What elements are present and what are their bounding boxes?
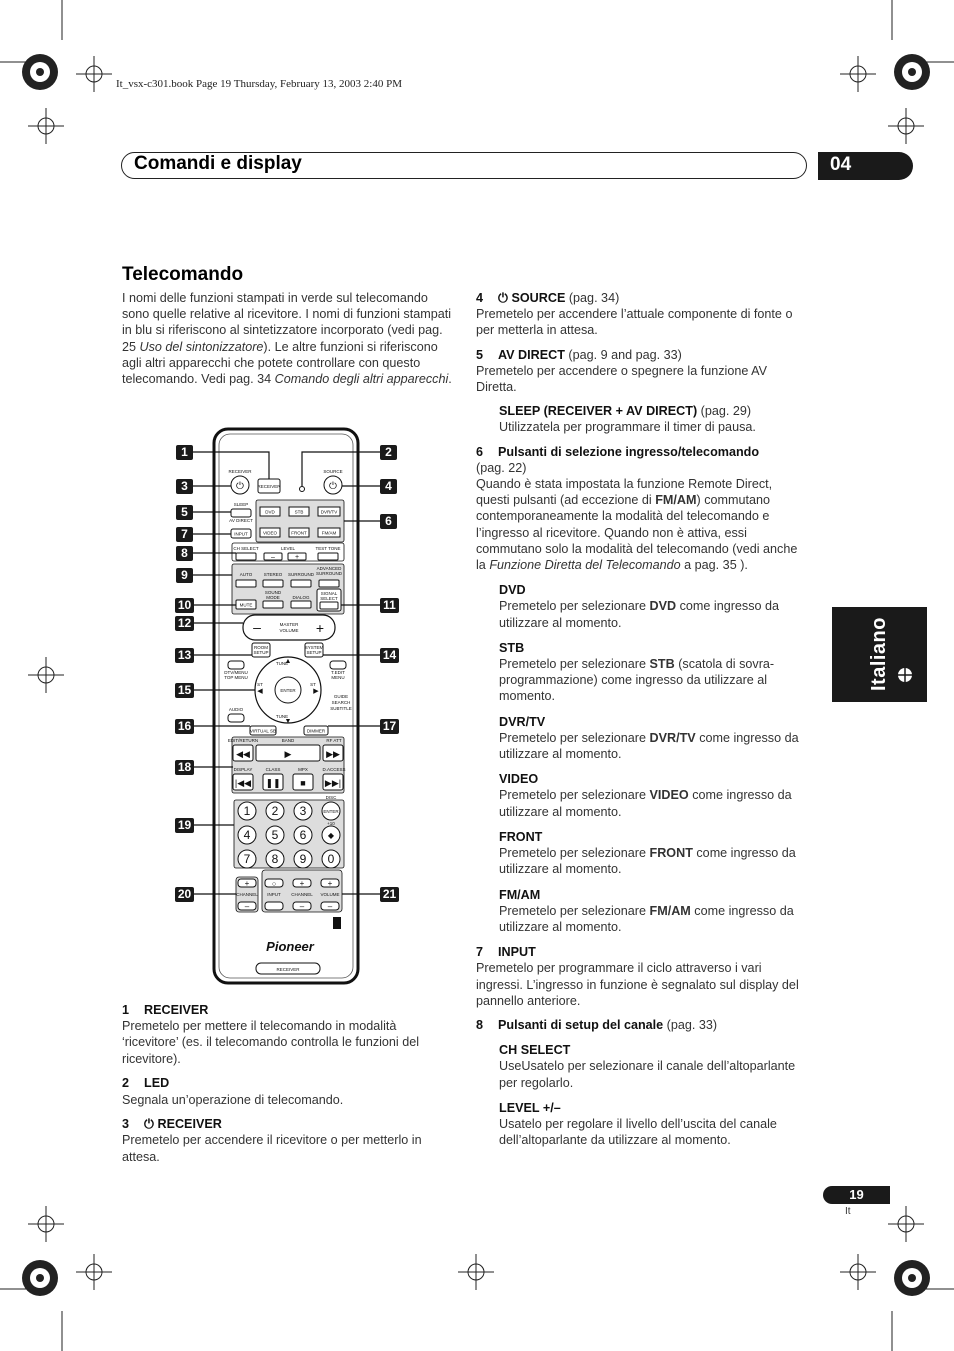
intro-text-b: ). Le altre funzioni si riferiscono agli altri apparecchi che potete controllare con questo telecomando. Vedi pag. 34 bbox=[122, 339, 438, 387]
svg-text:+: + bbox=[294, 554, 300, 561]
svg-text:–: – bbox=[253, 619, 261, 635]
item-2-desc: Segnala un’operazione di telecomando. bbox=[122, 1093, 344, 1108]
callout-13: 13 bbox=[175, 648, 194, 663]
intro-text-a: I nomi delle funzioni stampati in verde sul telecomando sono quelle relative al ricevitore. I nomi di funzioni stampati in blu si riferiscono al sintetizzatore incorporato (vedi pag. 25 bbox=[122, 291, 451, 354]
input-label: INPUT bbox=[234, 531, 248, 537]
item-5-ref: (pag. 9 and pag. 33) bbox=[564, 347, 682, 362]
sub-fmam-title: FM/AM bbox=[499, 887, 541, 902]
svg-text:–: – bbox=[271, 554, 275, 561]
ch-select-label: CH SELECT bbox=[233, 546, 259, 551]
sub-dvrtv-title: DVR/TV bbox=[499, 714, 546, 729]
room-setup-label: SETUP bbox=[253, 650, 269, 655]
svg-text:+: + bbox=[244, 879, 250, 888]
callout-8: 8 bbox=[176, 546, 193, 561]
item-2-title: LED bbox=[144, 1075, 170, 1090]
dvd-btn-label: DVD bbox=[265, 509, 275, 515]
sub-dvd-desc bbox=[499, 598, 808, 630]
item-7-heading bbox=[476, 944, 808, 960]
auto-label: AUTO bbox=[239, 572, 253, 577]
sub-stb bbox=[476, 640, 808, 705]
level-desc: Usatelo per regolare il livello dell’uscita del canale dell’altoparlante da utilizzare al momento. bbox=[499, 1116, 777, 1148]
sub-video-pre: Premetelo per selezionare bbox=[499, 788, 650, 803]
power-icon: ⏻ bbox=[144, 1117, 158, 1132]
svg-text:▶▶|: ▶▶| bbox=[324, 778, 342, 788]
guide-label: GUIDE bbox=[333, 694, 349, 699]
display-label: DISPLAY bbox=[233, 767, 253, 772]
sub-video-title: VIDEO bbox=[499, 772, 539, 787]
level-title: LEVEL +/– bbox=[499, 1100, 561, 1115]
st-left-label: ST bbox=[257, 682, 263, 687]
item-6-desc-c: a pag. 35 ). bbox=[680, 558, 748, 573]
sleep-heading bbox=[499, 403, 808, 419]
item-5-title: AV DIRECT bbox=[498, 347, 565, 362]
item-3-number: 3 bbox=[122, 1117, 130, 1132]
item-4-ref: (pag. 34) bbox=[565, 291, 620, 305]
tune-down-label: TUNE bbox=[275, 714, 289, 719]
svg-text:■: ■ bbox=[300, 778, 306, 788]
band-label: BAND bbox=[281, 738, 295, 743]
callout-20: 20 bbox=[175, 887, 194, 902]
edit-return-label: EDIT/RETURN bbox=[227, 738, 259, 743]
sub-video-bold: VIDEO bbox=[649, 788, 689, 803]
receiver-small-label: RECEIVER bbox=[257, 484, 281, 489]
digit-8: 8 bbox=[271, 852, 279, 866]
remote-control-illustration bbox=[175, 425, 405, 990]
pioneer-logo: Pioneer bbox=[266, 939, 314, 954]
svg-text:|◀◀: |◀◀ bbox=[234, 778, 252, 788]
page-title: Comandi e display bbox=[134, 153, 302, 174]
item-8-title: Pulsanti di setup del canale bbox=[498, 1017, 664, 1032]
svg-text:+: + bbox=[327, 879, 333, 888]
item-6-italic-a: Funzione Diretta del Telecomando bbox=[489, 558, 681, 573]
callout-7: 7 bbox=[176, 527, 193, 542]
item-2-number: 2 bbox=[122, 1075, 130, 1090]
callout-12: 12 bbox=[175, 616, 194, 631]
item-5-heading bbox=[476, 347, 808, 363]
svg-text:–: – bbox=[327, 902, 333, 911]
item-8-number: 8 bbox=[476, 1017, 484, 1032]
sleep-ref: (pag. 29) bbox=[697, 404, 752, 419]
digit-4: 4 bbox=[243, 828, 251, 842]
svg-text:+: + bbox=[315, 620, 325, 636]
item-8-ref: (pag. 33) bbox=[663, 1017, 718, 1032]
sleep-label: SLEEP bbox=[233, 502, 249, 507]
item-3-desc: Premetelo per accendere il ricevitore o per metterlo in attesa. bbox=[122, 1133, 422, 1164]
dimmer-label: DIMMER bbox=[306, 728, 326, 734]
top-menu-label: TOP MENU bbox=[224, 675, 248, 680]
ch-select-desc: UseUsatelo per selezionare il canale dell’altoparlante per regolarlo. bbox=[499, 1059, 796, 1090]
sub-dvd-title: DVD bbox=[499, 583, 526, 598]
item-1-heading bbox=[122, 1002, 454, 1018]
channel-tv-label: CHANNEL bbox=[291, 892, 313, 897]
callout-19: 19 bbox=[175, 818, 194, 833]
digit-5: 5 bbox=[271, 828, 279, 842]
callout-9: 9 bbox=[176, 568, 193, 583]
item-7-title: INPUT bbox=[498, 945, 536, 960]
callout-21: 21 bbox=[380, 887, 399, 902]
system-label: SYSTEM bbox=[304, 645, 324, 650]
receiver-label: RECEIVER bbox=[228, 469, 252, 474]
callout-4: 4 bbox=[380, 479, 397, 494]
sub-front-bold: FRONT bbox=[649, 846, 693, 861]
item-1-desc: Premetelo per mettere il telecomando in modalità ‘ricevitore’ (es. il telecomando controlla le funzioni del ricevitore). bbox=[122, 1019, 420, 1066]
svg-text:▲: ▲ bbox=[284, 658, 292, 665]
master-label: MASTER bbox=[279, 622, 299, 627]
front-btn-label: FRONT bbox=[291, 530, 307, 536]
callout-5: 5 bbox=[176, 505, 193, 520]
left-items bbox=[122, 1002, 454, 1165]
mute-label: MUTE bbox=[239, 602, 253, 608]
tv-input-label: INPUT bbox=[267, 892, 281, 897]
digit-7: 7 bbox=[243, 852, 251, 866]
signal-select-label: SELECT bbox=[320, 596, 338, 601]
sub-dvrtv-desc bbox=[499, 730, 808, 762]
svg-text:–: – bbox=[299, 902, 305, 911]
t-edit-menu-label: MENU bbox=[331, 675, 345, 680]
dvrtv-btn-label: DVR/TV bbox=[320, 509, 338, 515]
t-edit-label: T.EDIT bbox=[331, 670, 345, 675]
search-label: SEARCH bbox=[331, 700, 351, 705]
item-1-title: RECEIVER bbox=[144, 1003, 209, 1017]
dtv-menu-label: DTV/MENU bbox=[224, 670, 248, 675]
item-6-desc-a: Quando è stata impostata la funzione Remote Direct, questi pulsanti (ad eccezione di bbox=[476, 477, 773, 508]
dialog-label: DIALOG bbox=[292, 595, 310, 600]
item-6-desc bbox=[476, 476, 808, 573]
svg-text:❚❚: ❚❚ bbox=[265, 778, 281, 788]
sub-stb-title: STB bbox=[499, 640, 525, 655]
sub-dvd bbox=[476, 582, 808, 631]
sub-fmam-desc bbox=[499, 903, 808, 935]
sub-ch-select bbox=[476, 1042, 808, 1091]
page-number: 19 bbox=[823, 1186, 890, 1204]
page-language: It bbox=[845, 1206, 851, 1217]
virtual-sb-label: VIRTUAL SB bbox=[249, 728, 277, 734]
callout-1: 1 bbox=[176, 445, 193, 460]
sub-dvrtv-pre: Premetelo per selezionare bbox=[499, 730, 650, 745]
volume-tv-label: VOLUME bbox=[320, 892, 340, 897]
intro-italic-a: Uso del sintonizzatore bbox=[139, 339, 264, 354]
sub-front-post: come ingresso da utilizzare al momento. bbox=[499, 846, 796, 877]
d-access-label: D.ACCESS bbox=[322, 767, 346, 772]
channel-left-label: CHANNEL bbox=[236, 892, 258, 897]
sub-fmam bbox=[476, 887, 808, 936]
item-8-heading bbox=[476, 1017, 808, 1033]
signal-label: SIGNAL bbox=[320, 591, 338, 596]
sound-mode-label: MODE bbox=[266, 595, 280, 600]
level-label: LEVEL bbox=[280, 546, 296, 551]
system-setup-label: SETUP bbox=[306, 650, 322, 655]
sleep-desc: Utilizzatela per programmare il timer di pausa. bbox=[499, 420, 756, 435]
room-label: ROOM bbox=[254, 645, 268, 650]
sub-fmam-post: come ingresso da utilizzare al momento. bbox=[499, 903, 794, 934]
callout-16: 16 bbox=[175, 719, 194, 734]
svg-text:▼: ▼ bbox=[284, 718, 292, 725]
stereo-label: STEREO bbox=[263, 572, 283, 577]
callout-6: 6 bbox=[380, 514, 397, 529]
svg-text:+: + bbox=[299, 879, 305, 888]
item-5-desc: Premetelo per accendere o spegnere la funzione AV Diretta. bbox=[476, 363, 768, 395]
disc-label: DISC bbox=[325, 795, 337, 800]
svg-text:○: ○ bbox=[271, 881, 277, 888]
item-4-number: 4 bbox=[476, 291, 484, 305]
item-6-desc-b: ) commutano contemporaneamente la modalità del telecomando e l’ingresso al ricevitore. Quando non è attiva, essi commutano solo la modalità del telecomando (vedi anche la bbox=[476, 493, 798, 573]
surround-label: SURROUND bbox=[287, 572, 315, 577]
sub-dvrtv bbox=[476, 714, 808, 763]
svg-text:◀◀: ◀◀ bbox=[236, 749, 250, 759]
svg-text:▶: ▶ bbox=[313, 688, 319, 695]
svg-text:◀: ◀ bbox=[257, 688, 263, 695]
callout-17: 17 bbox=[380, 719, 399, 734]
sub-dvd-post: come ingresso da utilizzare al momento. bbox=[499, 599, 780, 630]
digit-2: 2 bbox=[271, 804, 279, 818]
sub-dvrtv-post: come ingresso da utilizzare al momento. bbox=[499, 730, 799, 762]
sub-dvrtv-bold: DVR/TV bbox=[649, 730, 696, 745]
sub-dvd-pre: Premetelo per selezionare bbox=[499, 599, 650, 614]
item-2-heading bbox=[122, 1075, 454, 1091]
sub-fmam-pre: Premetelo per selezionare bbox=[499, 903, 650, 918]
item-4-heading bbox=[476, 290, 808, 306]
video-btn-label: VIDEO bbox=[262, 530, 278, 536]
power-icon: ⏻ bbox=[236, 481, 244, 492]
print-info: It_vsx-c301.book Page 19 Thursday, February 13, 2003 2:40 PM bbox=[116, 78, 402, 90]
digit-3: 3 bbox=[299, 804, 307, 818]
callout-11: 11 bbox=[380, 598, 399, 613]
ch-select-title: CH SELECT bbox=[499, 1043, 571, 1058]
tune-up-label: TUNE bbox=[275, 661, 289, 666]
digit-9: 9 bbox=[299, 852, 307, 866]
item-3-title: RECEIVER bbox=[157, 1117, 222, 1132]
sleep-title: SLEEP (RECEIVER + AV DIRECT) bbox=[499, 404, 698, 419]
sound-label: SOUND bbox=[264, 590, 282, 595]
item-6-number: 6 bbox=[476, 444, 484, 459]
callout-14: 14 bbox=[380, 648, 399, 663]
fmam-btn-label: FM/AM bbox=[321, 530, 337, 536]
master-volume-label: VOLUME bbox=[279, 628, 299, 633]
right-column bbox=[476, 290, 808, 1148]
section-title: Telecomando bbox=[122, 264, 244, 285]
st-right-label: ST bbox=[310, 682, 316, 687]
digit-1: 1 bbox=[243, 804, 251, 818]
digit-6: 6 bbox=[299, 828, 307, 842]
digit-0: 0 bbox=[327, 852, 335, 866]
source-power-icon: ⏻ bbox=[498, 291, 512, 305]
subtitle-label: SUBTITLE bbox=[330, 706, 352, 711]
plus10-label: +10 bbox=[327, 821, 335, 826]
callout-18: 18 bbox=[175, 760, 194, 775]
item-6-heading bbox=[476, 444, 808, 460]
sub-front-title: FRONT bbox=[499, 829, 543, 844]
intro-paragraph bbox=[122, 290, 454, 387]
enter-label: ENTER bbox=[280, 688, 296, 693]
sub-stb-bold: STB bbox=[649, 657, 675, 672]
item-4-desc: Premetelo per accendere l’attuale componente di fonte o per metterla in attesa. bbox=[476, 307, 793, 338]
svg-text:▶: ▶ bbox=[284, 749, 292, 759]
audio-label: AUDIO bbox=[228, 707, 244, 712]
sub-video-post: come ingresso da utilizzare al momento. bbox=[499, 788, 792, 819]
item-7-number: 7 bbox=[476, 945, 484, 960]
intro-italic-b: Comando degli altri apparecchi bbox=[274, 372, 449, 387]
sub-front bbox=[476, 829, 808, 878]
source-power-icon: ⏻ bbox=[329, 481, 337, 492]
sub-front-desc bbox=[499, 845, 808, 877]
callout-2: 2 bbox=[380, 445, 397, 460]
svg-text:–: – bbox=[244, 902, 250, 911]
language-tab-label-wrap bbox=[833, 607, 926, 702]
mpx-label: MPX bbox=[298, 767, 308, 772]
test-tone-label: TEST TONE bbox=[315, 546, 341, 551]
item-6-ref: (pag. 22) bbox=[476, 460, 527, 475]
language-tab-label: Italiano bbox=[868, 617, 890, 692]
sub-stb-pre: Premetelo per selezionare bbox=[499, 657, 650, 672]
sub-fmam-bold: FM/AM bbox=[649, 903, 691, 918]
source-label: SOURCE bbox=[323, 469, 343, 474]
item-7-desc: Premetelo per programmare il ciclo attraverso i vari ingressi. L’ingresso in funzione è segnalato sul display del pannello anteriore. bbox=[476, 961, 799, 1008]
stb-btn-label: STB bbox=[294, 509, 304, 515]
advanced-label: ADVANCED bbox=[316, 566, 342, 571]
sub-video-desc bbox=[499, 787, 808, 819]
item-1-number: 1 bbox=[122, 1003, 130, 1017]
sub-video bbox=[476, 771, 808, 820]
chapter-number: 04 bbox=[830, 154, 852, 175]
av-direct-label: AV DIRECT bbox=[229, 518, 253, 523]
class-label: CLASS bbox=[265, 767, 281, 772]
item-6-bold-a: FM/AM bbox=[655, 493, 697, 508]
sub-dvd-bold: DVD bbox=[649, 599, 677, 614]
item-6-title: Pulsanti di selezione ingresso/telecomando bbox=[498, 444, 760, 459]
item-4-title: SOURCE bbox=[511, 291, 566, 305]
crosshair-icon bbox=[896, 666, 914, 684]
rf-att-label: RF ATT bbox=[326, 738, 342, 743]
item-3-heading bbox=[122, 1116, 454, 1132]
callout-15: 15 bbox=[175, 683, 194, 698]
keypad-enter-label: ENTER bbox=[323, 809, 339, 814]
sub-stb-desc bbox=[499, 656, 808, 705]
svg-text:◆: ◆ bbox=[327, 831, 335, 840]
callout-3: 3 bbox=[176, 479, 193, 494]
svg-text:▶▶: ▶▶ bbox=[326, 749, 340, 759]
sub-stb-post: (scatola di sovra-programmazione) come ingresso da utilizzare al momento. bbox=[499, 657, 775, 704]
sub-front-pre: Premetelo per selezionare bbox=[499, 846, 650, 861]
advanced-surround-label: SURROUND bbox=[315, 571, 343, 576]
sub-level bbox=[476, 1100, 808, 1149]
item-5-number: 5 bbox=[476, 347, 484, 362]
callout-10: 10 bbox=[175, 598, 194, 613]
bottom-receiver-label: RECEIVER bbox=[276, 967, 300, 972]
intro-text-c: . bbox=[448, 372, 452, 387]
